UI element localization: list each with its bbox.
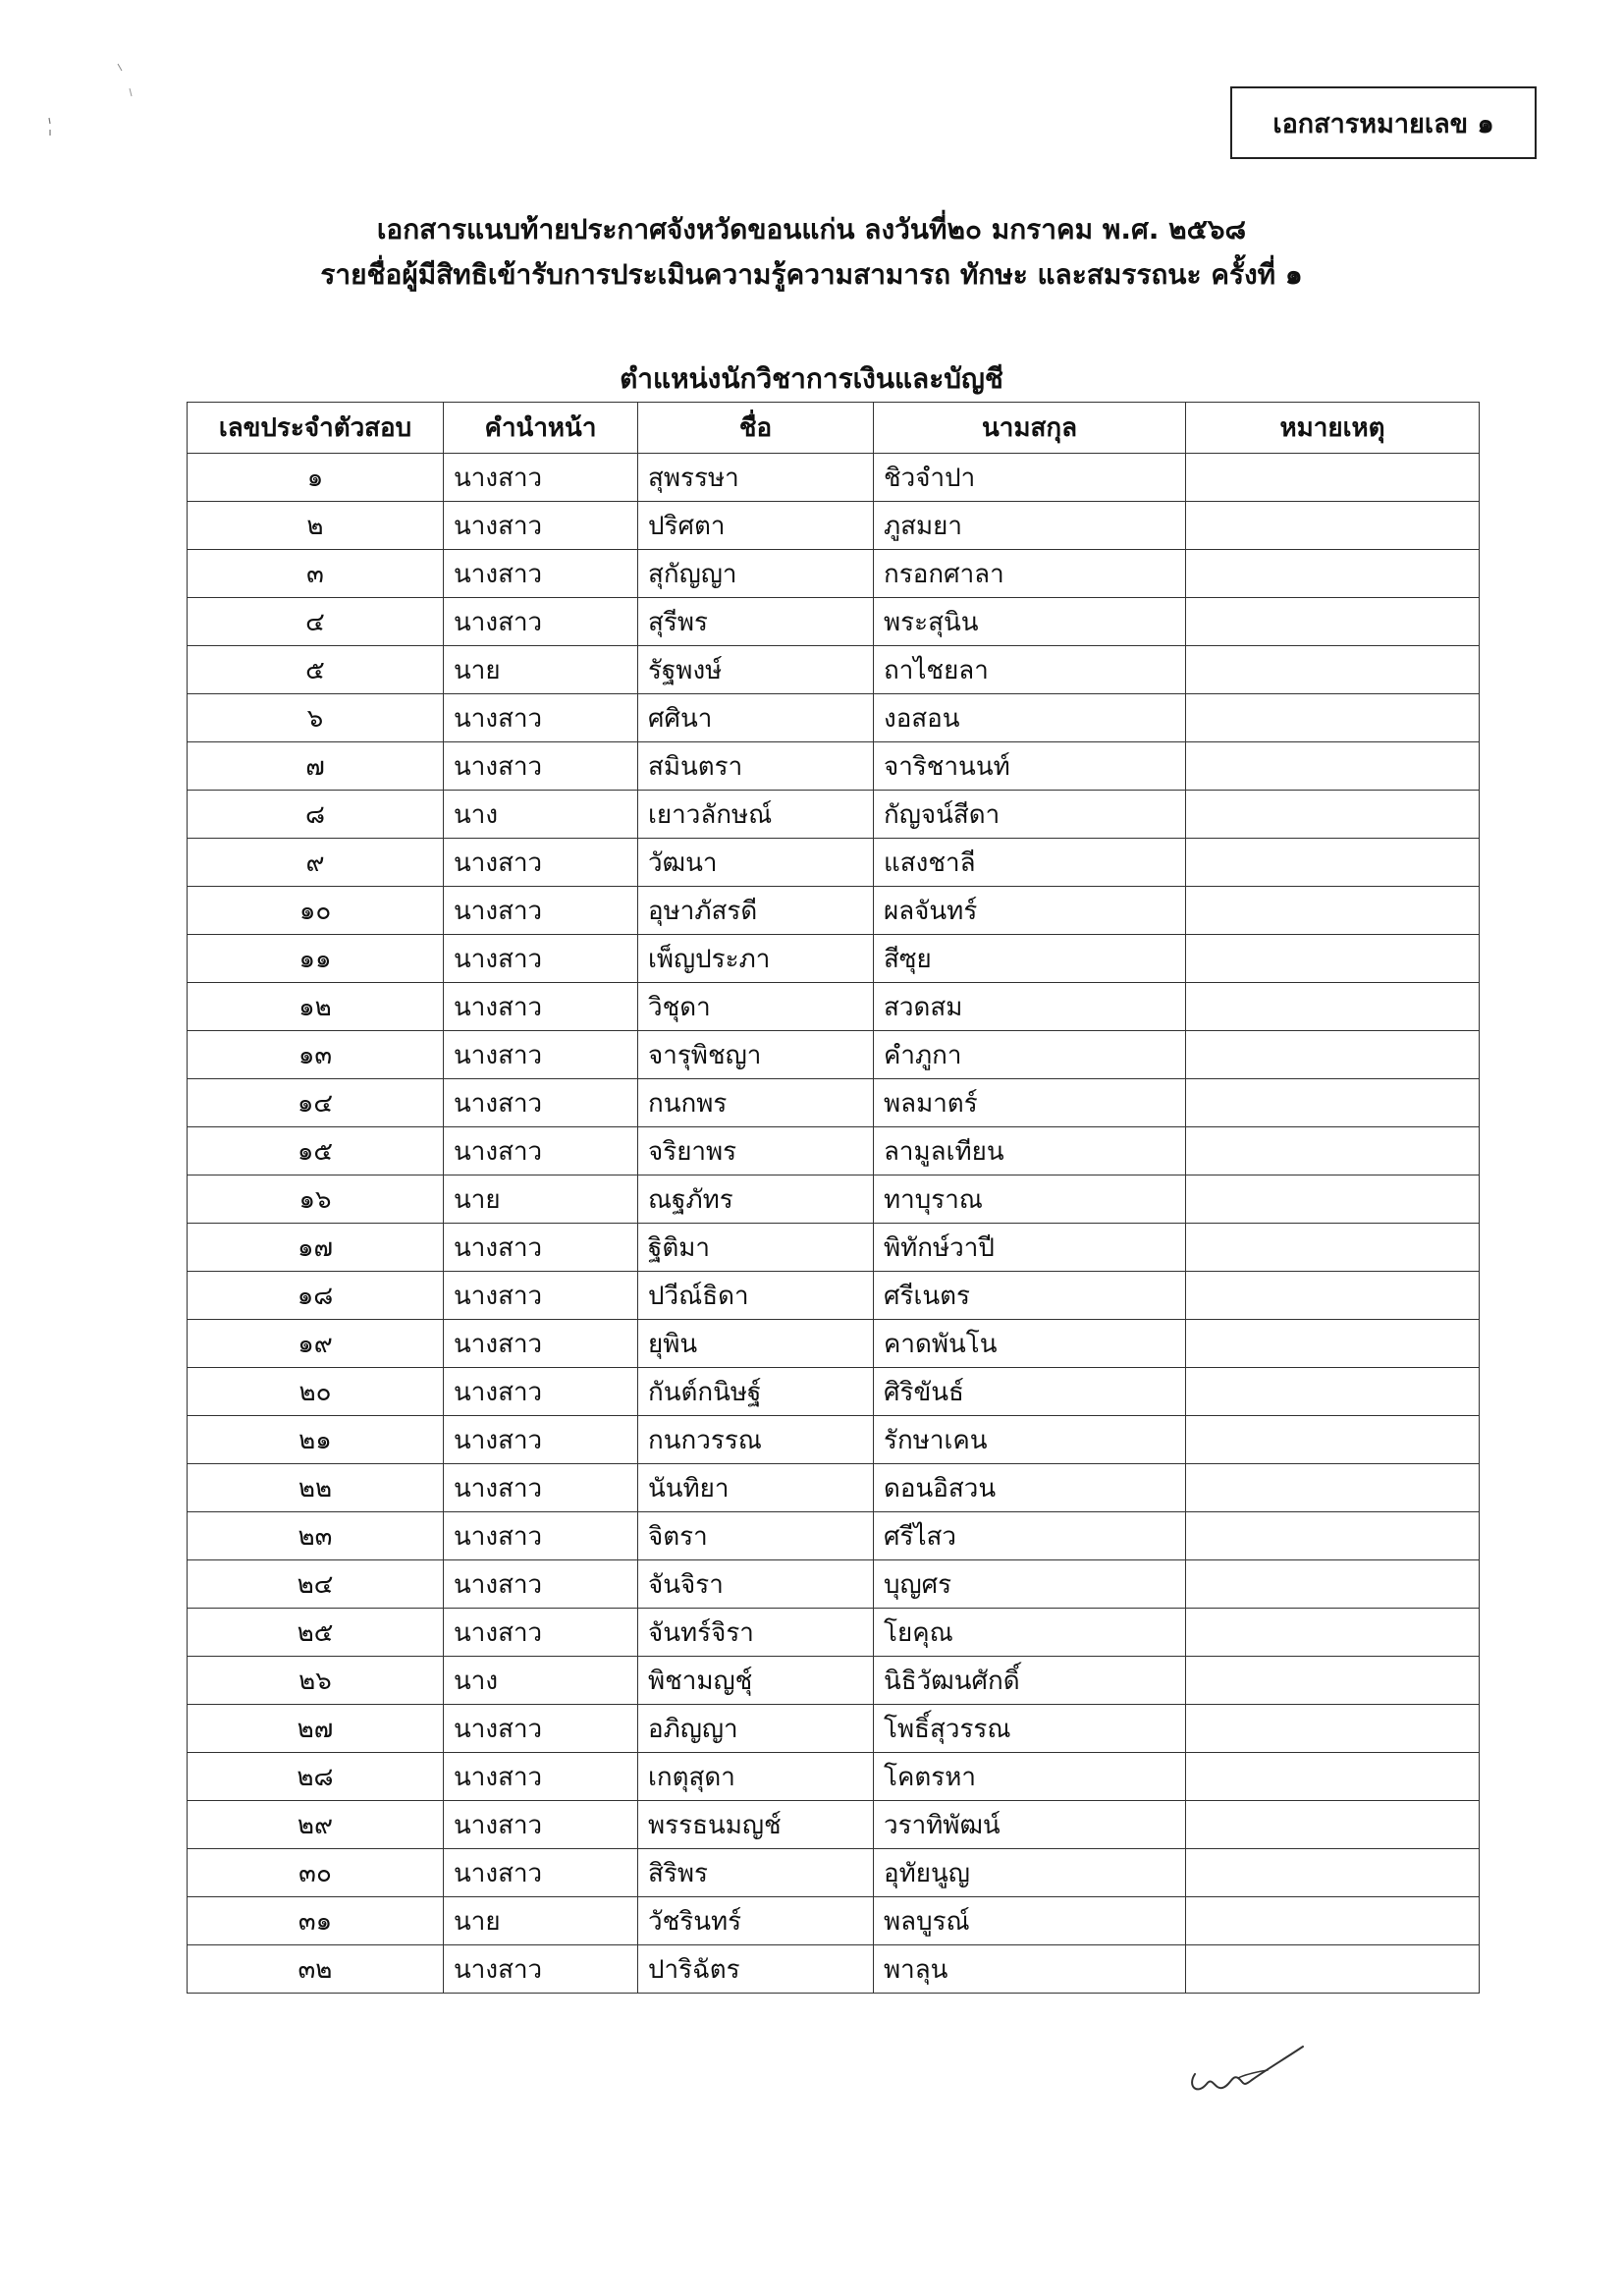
prefix-cell: นางสาว <box>444 1127 638 1175</box>
candidates-table <box>187 402 1480 1994</box>
prefix-cell: นางสาว <box>444 1609 638 1657</box>
exam-id-cell: ๘ <box>188 791 444 839</box>
prefix-cell: นางสาว <box>444 935 638 983</box>
exam-id-cell: ๖ <box>188 694 444 742</box>
handwritten-signature <box>1183 2035 1311 2104</box>
prefix-cell: นางสาว <box>444 1224 638 1272</box>
last-name-cell: จาริชานนท์ <box>874 742 1186 791</box>
prefix-cell: นางสาว <box>444 1753 638 1801</box>
first-name-cell: จริยาพร <box>638 1127 874 1175</box>
first-name-cell: สุพรรษา <box>638 454 874 502</box>
table-row <box>188 598 1480 646</box>
table-row <box>188 791 1480 839</box>
last-name-cell: โคตรหา <box>874 1753 1186 1801</box>
exam-id-cell: ๑๐ <box>188 887 444 935</box>
prefix-cell: นางสาว <box>444 1031 638 1079</box>
exam-id-cell: ๑๒ <box>188 983 444 1031</box>
remark-cell <box>1186 1657 1480 1705</box>
prefix-cell: นางสาว <box>444 887 638 935</box>
exam-id-cell: ๓๒ <box>188 1945 444 1994</box>
remark-cell <box>1186 1320 1480 1368</box>
table-row <box>188 1368 1480 1416</box>
table-row <box>188 887 1480 935</box>
first-name-cell: จิตรา <box>638 1512 874 1560</box>
prefix-cell: นางสาว <box>444 502 638 550</box>
table-row <box>188 1224 1480 1272</box>
prefix-cell: นางสาว <box>444 1705 638 1753</box>
prefix-cell: นางสาว <box>444 1849 638 1897</box>
prefix-cell: นางสาว <box>444 1272 638 1320</box>
table-row <box>188 454 1480 502</box>
exam-id-cell: ๑๗ <box>188 1224 444 1272</box>
first-name-cell: จันทร์จิรา <box>638 1609 874 1657</box>
exam-id-cell: ๑๕ <box>188 1127 444 1175</box>
exam-id-cell: ๑๙ <box>188 1320 444 1368</box>
remark-cell <box>1186 1175 1480 1224</box>
remark-cell <box>1186 1897 1480 1945</box>
first-name-cell: วิชุดา <box>638 983 874 1031</box>
prefix-cell: นางสาว <box>444 742 638 791</box>
exam-id-cell: ๒๙ <box>188 1801 444 1849</box>
prefix-cell: นางสาว <box>444 454 638 502</box>
exam-id-cell: ๑๓ <box>188 1031 444 1079</box>
table-row <box>188 983 1480 1031</box>
remark-cell <box>1186 1031 1480 1079</box>
prefix-cell: นางสาว <box>444 983 638 1031</box>
header-last-name: นามสกุล <box>874 403 1186 454</box>
first-name-cell: ณฐภัทร <box>638 1175 874 1224</box>
last-name-cell: แสงชาลี <box>874 839 1186 887</box>
last-name-cell: ถาไชยลา <box>874 646 1186 694</box>
last-name-cell: พลมาตร์ <box>874 1079 1186 1127</box>
last-name-cell: ศรีไสว <box>874 1512 1186 1560</box>
remark-cell <box>1186 646 1480 694</box>
first-name-cell: เกตุสุดา <box>638 1753 874 1801</box>
remark-cell <box>1186 1705 1480 1753</box>
table-row <box>188 1657 1480 1705</box>
table-row <box>188 1079 1480 1127</box>
last-name-cell: กรอกศาลา <box>874 550 1186 598</box>
exam-id-cell: ๙ <box>188 839 444 887</box>
table-row <box>188 1753 1480 1801</box>
exam-id-cell: ๒๖ <box>188 1657 444 1705</box>
table-body <box>188 454 1480 1994</box>
prefix-cell: นางสาว <box>444 1560 638 1609</box>
first-name-cell: เพ็ญประภา <box>638 935 874 983</box>
last-name-cell: รักษาเคน <box>874 1416 1186 1464</box>
first-name-cell: อภิญญา <box>638 1705 874 1753</box>
remark-cell <box>1186 1416 1480 1464</box>
first-name-cell: สิริพร <box>638 1849 874 1897</box>
first-name-cell: ปาริฉัตร <box>638 1945 874 1994</box>
last-name-cell: โยคุณ <box>874 1609 1186 1657</box>
exam-id-cell: ๓ <box>188 550 444 598</box>
prefix-cell: นาย <box>444 1175 638 1224</box>
exam-id-cell: ๑๔ <box>188 1079 444 1127</box>
first-name-cell: พิชามญชุ์ <box>638 1657 874 1705</box>
prefix-cell: นางสาว <box>444 839 638 887</box>
first-name-cell: พรรธนมญช์ <box>638 1801 874 1849</box>
first-name-cell: ปริศตา <box>638 502 874 550</box>
exam-id-cell: ๒ <box>188 502 444 550</box>
exam-id-cell: ๓๐ <box>188 1849 444 1897</box>
last-name-cell: ผลจันทร์ <box>874 887 1186 935</box>
table-row <box>188 742 1480 791</box>
first-name-cell: เยาวลักษณ์ <box>638 791 874 839</box>
first-name-cell: กนกวรรณ <box>638 1416 874 1464</box>
first-name-cell: กนกพร <box>638 1079 874 1127</box>
last-name-cell: พระสุนิน <box>874 598 1186 646</box>
remark-cell <box>1186 1609 1480 1657</box>
header-prefix: คำนำหน้า <box>444 403 638 454</box>
last-name-cell: คำภูกา <box>874 1031 1186 1079</box>
prefix-cell: นางสาว <box>444 1368 638 1416</box>
table-row <box>188 1031 1480 1079</box>
last-name-cell: พิทักษ์วาปี <box>874 1224 1186 1272</box>
prefix-cell: นางสาว <box>444 1079 638 1127</box>
prefix-cell: นาง <box>444 791 638 839</box>
remark-cell <box>1186 1512 1480 1560</box>
table-row <box>188 1560 1480 1609</box>
first-name-cell: นันทิยา <box>638 1464 874 1512</box>
prefix-cell: นางสาว <box>444 694 638 742</box>
table-row <box>188 1416 1480 1464</box>
first-name-cell: ปวีณ์ธิดา <box>638 1272 874 1320</box>
table-row <box>188 694 1480 742</box>
remark-cell <box>1186 694 1480 742</box>
remark-cell <box>1186 1272 1480 1320</box>
remark-cell <box>1186 1753 1480 1801</box>
exam-id-cell: ๒๕ <box>188 1609 444 1657</box>
last-name-cell: ศรีเนตร <box>874 1272 1186 1320</box>
remark-cell <box>1186 742 1480 791</box>
prefix-cell: นางสาว <box>444 1464 638 1512</box>
last-name-cell: โพธิ์สุวรรณ <box>874 1705 1186 1753</box>
first-name-cell: สุรีพร <box>638 598 874 646</box>
last-name-cell: ดอนอิสวน <box>874 1464 1186 1512</box>
last-name-cell: งอสอน <box>874 694 1186 742</box>
table-row <box>188 646 1480 694</box>
first-name-cell: สมินตรา <box>638 742 874 791</box>
header-first-name: ชื่อ <box>638 403 874 454</box>
header-remark: หมายเหตุ <box>1186 403 1480 454</box>
exam-id-cell: ๕ <box>188 646 444 694</box>
exam-id-cell: ๒๓ <box>188 1512 444 1560</box>
prefix-cell: นางสาว <box>444 1416 638 1464</box>
announcement-subheading: รายชื่อผู้มีสิทธิเข้ารับการประเมินความรู้ความสามารถ ทักษะ และสมรรถนะ ครั้งที่ ๑ <box>320 258 1303 291</box>
last-name-cell: กัญจน์สีดา <box>874 791 1186 839</box>
table-row <box>188 1705 1480 1753</box>
table-row <box>188 1849 1480 1897</box>
last-name-cell: พลบูรณ์ <box>874 1897 1186 1945</box>
prefix-cell: นางสาว <box>444 598 638 646</box>
position-title: ตำแหน่งนักวิชาการเงินและบัญชี <box>620 362 1003 395</box>
exam-id-cell: ๒๘ <box>188 1753 444 1801</box>
exam-id-cell: ๒๔ <box>188 1560 444 1609</box>
exam-id-cell: ๒๗ <box>188 1705 444 1753</box>
last-name-cell: นิธิวัฒนศักดิ์ <box>874 1657 1186 1705</box>
last-name-cell: อุทัยนูญ <box>874 1849 1186 1897</box>
remark-cell <box>1186 839 1480 887</box>
remark-cell <box>1186 454 1480 502</box>
table-header-row <box>188 403 1480 454</box>
last-name-cell: พาลุน <box>874 1945 1186 1994</box>
exam-id-cell: ๒๑ <box>188 1416 444 1464</box>
prefix-cell: นาย <box>444 1897 638 1945</box>
prefix-cell: นาง <box>444 1657 638 1705</box>
remark-cell <box>1186 1127 1480 1175</box>
first-name-cell: รัฐพงษ์ <box>638 646 874 694</box>
first-name-cell: วัชรินทร์ <box>638 1897 874 1945</box>
table-row <box>188 1127 1480 1175</box>
scan-speck-mark <box>45 116 55 145</box>
exam-id-cell: ๔ <box>188 598 444 646</box>
exam-id-cell: ๑๘ <box>188 1272 444 1320</box>
table-row <box>188 839 1480 887</box>
exam-id-cell: ๓๑ <box>188 1897 444 1945</box>
first-name-cell: วัฒนา <box>638 839 874 887</box>
prefix-cell: นางสาว <box>444 1320 638 1368</box>
remark-cell <box>1186 1368 1480 1416</box>
table-row <box>188 1464 1480 1512</box>
remark-cell <box>1186 1945 1480 1994</box>
remark-cell <box>1186 502 1480 550</box>
table-row <box>188 935 1480 983</box>
remark-cell <box>1186 1801 1480 1849</box>
document-number-label: เอกสารหมายเลข ๑ <box>1230 86 1537 159</box>
exam-id-cell: ๑๑ <box>188 935 444 983</box>
first-name-cell: จารุพิชญา <box>638 1031 874 1079</box>
last-name-cell: วราทิพัฒน์ <box>874 1801 1186 1849</box>
table-row <box>188 1609 1480 1657</box>
last-name-cell: สวดสม <box>874 983 1186 1031</box>
remark-cell <box>1186 983 1480 1031</box>
prefix-cell: นางสาว <box>444 1801 638 1849</box>
table-row <box>188 1801 1480 1849</box>
table-row <box>188 1945 1480 1994</box>
table-row <box>188 1175 1480 1224</box>
first-name-cell: สุกัญญา <box>638 550 874 598</box>
exam-id-cell: ๑ <box>188 454 444 502</box>
first-name-cell: ฐิติมา <box>638 1224 874 1272</box>
announcement-heading: เอกสารแนบท้ายประกาศจังหวัดขอนแก่น ลงวันที่๒๐ มกราคม พ.ศ. ๒๕๖๘ <box>376 213 1247 246</box>
first-name-cell: ยุพิน <box>638 1320 874 1368</box>
remark-cell <box>1186 1464 1480 1512</box>
table-row <box>188 1512 1480 1560</box>
exam-id-cell: ๒๒ <box>188 1464 444 1512</box>
last-name-cell: บุญศร <box>874 1560 1186 1609</box>
exam-id-cell: ๒๐ <box>188 1368 444 1416</box>
remark-cell <box>1186 1224 1480 1272</box>
scan-speck-mark <box>98 59 157 157</box>
last-name-cell: สีซุย <box>874 935 1186 983</box>
remark-cell <box>1186 1079 1480 1127</box>
header-exam-id: เลขประจำตัวสอบ <box>188 403 444 454</box>
prefix-cell: นาย <box>444 646 638 694</box>
table-row <box>188 550 1480 598</box>
remark-cell <box>1186 598 1480 646</box>
remark-cell <box>1186 1560 1480 1609</box>
prefix-cell: นางสาว <box>444 1945 638 1994</box>
last-name-cell: ลามูลเทียน <box>874 1127 1186 1175</box>
first-name-cell: จันจิรา <box>638 1560 874 1609</box>
table-row <box>188 1320 1480 1368</box>
last-name-cell: ศิริขันธ์ <box>874 1368 1186 1416</box>
first-name-cell: กันต์กนิษฐ์ <box>638 1368 874 1416</box>
exam-id-cell: ๗ <box>188 742 444 791</box>
prefix-cell: นางสาว <box>444 550 638 598</box>
table-row <box>188 1897 1480 1945</box>
last-name-cell: ทาบุราณ <box>874 1175 1186 1224</box>
last-name-cell: คาดพันโน <box>874 1320 1186 1368</box>
remark-cell <box>1186 887 1480 935</box>
last-name-cell: ภูสมยา <box>874 502 1186 550</box>
first-name-cell: อุษาภัสรดี <box>638 887 874 935</box>
exam-id-cell: ๑๖ <box>188 1175 444 1224</box>
first-name-cell: ศศินา <box>638 694 874 742</box>
remark-cell <box>1186 935 1480 983</box>
remark-cell <box>1186 1849 1480 1897</box>
table-row <box>188 502 1480 550</box>
prefix-cell: นางสาว <box>444 1512 638 1560</box>
remark-cell <box>1186 791 1480 839</box>
remark-cell <box>1186 550 1480 598</box>
table-row <box>188 1272 1480 1320</box>
last-name-cell: ชิวจำปา <box>874 454 1186 502</box>
